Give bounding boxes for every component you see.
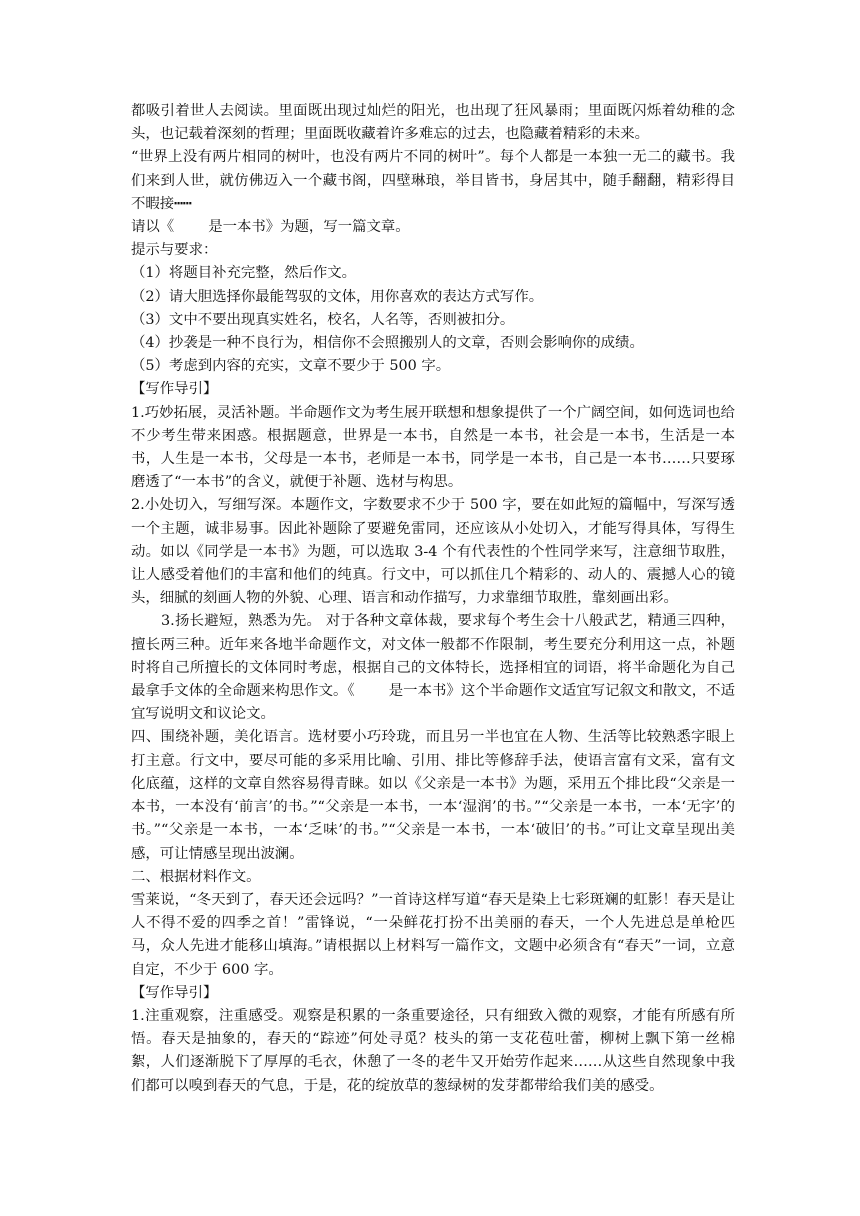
material-paragraph: 雪莱说，“冬天到了，春天还会远吗？”一首诗这样写道“春天是染上七彩斑斓的虹影！春天是让人不得不爱的四季之首！”雷锋说，“一朵鲜花打扮不出美丽的春天，一个人先进总是单枪匹马，众人先进才能移山填海。”请根据以上材料写一篇作文，文题中必须含有“春天”一词，立意自定，不少于 600 字。 <box>131 891 735 978</box>
guide-point-2: 2.小处切入，写细写深。本题作文，字数要求不少于 500 字，要在如此短的篇幅中，写深写透一个主题，诚非易事。因此补题除了要避免雷同，还应该从小处切入，才能写得具体，写得生动。如以《同学是一本书》为题，可以选取 3-4 个有代表性的个性同学来写，注意细节取胜，让人感受着他们的丰富和他们的纯真。行文中，可以抓住几个精彩的、动人的、震撼人心的镜头，细腻的刻画人物的外貌、心理、语言和动作描写，力求靠细节取胜，靠刻画出彩。 <box>131 497 735 607</box>
section-two-heading: 二、根据材料作文。 <box>131 868 261 885</box>
requirement-2: （2）请大胆选择你最能驾驭的文体，用你喜欢的表达方式写作。 <box>131 288 544 305</box>
paragraph-quote: “世界上没有两片相同的树叶，也没有两片不同的树叶”。每个人都是一本独一无二的藏书。我们来到人世，就仿佛迈入一个藏书阁，四壁琳琅，举目皆书，身居其中，随手翻翻，精彩得目不暇接┅┅ <box>131 149 735 212</box>
prompt-line <box>131 216 735 239</box>
requirement-3: （3）文中不要出现真实姓名，校名，人名等，否则被扣分。 <box>131 311 515 328</box>
guide-heading-1: 【写作导引】 <box>131 381 218 398</box>
requirement-1: （1）将题目补充完整，然后作文。 <box>131 265 357 282</box>
prompt-start: 请以《 <box>131 219 175 236</box>
guide2-point-1: 1.注重观察，注重感受。观察是积累的一条重要途径，只有细致入微的观察，才能有所感有所悟。春天是抽象的，春天的“踪迹”何处寻觅？枝头的第一支花苞吐蕾，柳树上飘下第一丝棉絮，人们逐渐脱下了厚厚的毛衣，休憩了一冬的老牛又开始劳作起来……从这些自然现象中我们都可以嗅到春天的气息，于是，花的绽放草的葱绿树的发芽都带给我们美的感受。 <box>131 1007 735 1094</box>
prompt-end: 是一本书》为题，写一篇文章。 <box>208 219 410 236</box>
requirement-5: （5）考虑到内容的充实，文章不要少于 500 字。 <box>131 358 451 375</box>
guide-heading-2: 【写作导引】 <box>131 984 218 1001</box>
guide-point-1: 1.巧妙拓展，灵活补题。半命题作文为考生展开联想和想象提供了一个广阔空间，如何选词也给不少考生带来困惑。根据题意，世界是一本书，自然是一本书，社会是一本书，生活是一本书，人生是一本书，父母是一本书，老师是一本书，同学是一本书，自己是一本书……只要琢磨透了“一本书”的含义，就便于补题、选材与构思。 <box>131 404 735 491</box>
guide-point-3-start: 3.扬长避短，熟悉为先。 对于各种文章体裁，要求每个考生会十八般武艺，精通三四种，擅长两三种。近年来各地半命题作文，对文体一般都不作限制，考生要充分利用这一点，补题时将自己所擅长的文体同时考虑，根据自己的文体特长，选择相宜的词语，将半命题化为自己最拿手文体的全命题来构思作文。《 <box>131 613 735 700</box>
guide-point-3 <box>131 610 735 726</box>
paragraph-intro: 都吸引着世人去阅读。里面既出现过灿烂的阳光，也出现了狂风暴雨；里面既闪烁着幼稚的念头，也记载着深刻的哲理；里面既收藏着许多难忘的过去，也隐藏着精彩的未来。 <box>131 103 735 143</box>
requirement-4: （4）抄袭是一种不良行为，相信你不会照搬别人的文章，否则会影响你的成绩。 <box>131 335 644 352</box>
guide-point-3-end: 是一本书》这个半命题作文适宜写记叙文和散文，不适宜写说明文和议论文。 <box>131 683 735 723</box>
guide-point-4: 四、围绕补题，美化语言。选材要小巧玲珑，而且另一半也宜在人物、生活等比较熟悉字眼上打主意。行文中，要尽可能的多采用比喻、引用、排比等修辞手法，使语言富有文采，富有文化底蕴，这样的文章自然容易得青睐。如以《父亲是一本书》为题，采用五个排比段“父亲是一本书，一本没有‘前言’的书。”“父亲是一本书，一本‘湿润’的书。”“父亲是一本书，一本‘无字’的书。”“父亲是一本书，一本‘乏味’的书。”“父亲是一本书，一本‘破旧’的书。”可让文章呈现出美感，可让情感呈现出波澜。 <box>131 729 735 862</box>
requirements-heading: 提示与要求： <box>131 242 218 259</box>
document-page <box>131 100 735 1098</box>
